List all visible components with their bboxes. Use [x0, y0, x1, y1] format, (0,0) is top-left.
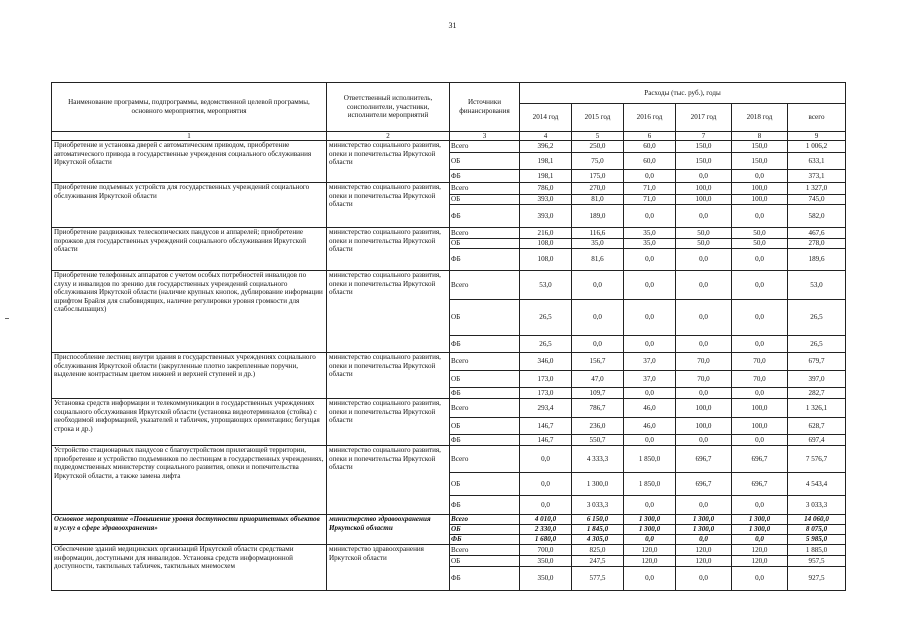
year-value: 0,0 [676, 170, 732, 183]
total-value: 8 075,0 [788, 525, 846, 535]
total-value: 927,5 [788, 567, 846, 591]
year-value: 198,1 [520, 170, 572, 183]
year-value: 0,0 [676, 336, 732, 353]
year-value: 0,0 [676, 271, 732, 300]
year-value: 4 010,0 [520, 515, 572, 525]
executor: министерство социального развития, опеки и попечительства Иркутской области [327, 353, 450, 399]
year-value: 0,0 [624, 535, 676, 545]
measure-name: Приобретение телефонных аппаратов с учетом особых потребностей инвалидов по слуху и инвалидов по зрению для государственных учреждений социального обслуживания Иркутской области (наличие крупных кнопок, дублирование информации шрифтом Брайля для слабовидящих, наличие регулировки уровня громкости для слабослышащих) [52, 271, 327, 353]
table-row [52, 271, 846, 300]
year-value: 0,0 [624, 249, 676, 271]
year-value: 350,0 [520, 567, 572, 591]
total-value: 467,6 [788, 228, 846, 239]
total-value: 282,7 [788, 388, 846, 399]
total-value: 53,0 [788, 271, 846, 300]
total-value: 3 033,3 [788, 496, 846, 515]
funding-source: ФБ [450, 249, 520, 271]
year-value: 75,0 [572, 153, 624, 170]
year-value: 70,0 [732, 353, 788, 371]
table-row [52, 545, 846, 556]
funding-source: ФБ [450, 388, 520, 399]
header-total: всего [788, 104, 846, 132]
year-value: 0,0 [572, 271, 624, 300]
year-value: 70,0 [676, 353, 732, 371]
table-row [52, 141, 846, 153]
year-value: 0,0 [572, 336, 624, 353]
year-value: 0,0 [676, 496, 732, 515]
column-number: 9 [788, 132, 846, 141]
year-value: 189,0 [572, 205, 624, 228]
year-value: 100,0 [676, 418, 732, 435]
year-value: 250,0 [572, 141, 624, 153]
year-value: 47,0 [572, 371, 624, 388]
year-value: 50,0 [676, 239, 732, 249]
year-value: 173,0 [520, 388, 572, 399]
year-value: 50,0 [732, 228, 788, 239]
year-value: 0,0 [732, 336, 788, 353]
measure-name: Устройство стационарных пандусов с благоустройством прилегающей территории, приобретение и устройство подъемников по лестницам в государственных учреждениях, подведомственных министерству социального развития, опеки и попечительства Иркутской области, а также замена лифта [52, 446, 327, 515]
year-value: 46,0 [624, 418, 676, 435]
year-value: 26,5 [520, 300, 572, 336]
year-value: 825,0 [572, 545, 624, 556]
year-value: 53,0 [520, 271, 572, 300]
total-value: 745,0 [788, 195, 846, 205]
budget-table [51, 82, 846, 591]
year-value: 50,0 [732, 239, 788, 249]
year-value: 71,0 [624, 183, 676, 195]
year-value: 71,0 [624, 195, 676, 205]
year-value: 37,0 [624, 353, 676, 371]
year-value: 60,0 [624, 153, 676, 170]
column-number-row [52, 132, 846, 141]
measure-name: Приспособление лестниц внутри здания в государственных учреждениях социального обслуживания Иркутской области (закругленные плотно закрепленные поручни, выделение контрастным цветом нижней и верхней ступеней и др.) [52, 353, 327, 399]
header-year: 2014 год [520, 104, 572, 132]
year-value: 173,0 [520, 371, 572, 388]
year-value: 108,0 [520, 239, 572, 249]
funding-source: ФБ [450, 336, 520, 353]
funding-source: Всего [450, 515, 520, 525]
funding-source: ФБ [450, 435, 520, 446]
year-value: 37,0 [624, 371, 676, 388]
column-number: 6 [624, 132, 676, 141]
executor: министерство социального развития, опеки и попечительства Иркутской области [327, 271, 450, 353]
year-value: 1 300,0 [624, 515, 676, 525]
header-executor: Ответственный исполнитель, соисполнители, участники, исполнители мероприятий [327, 83, 450, 132]
year-value: 6 150,0 [572, 515, 624, 525]
funding-source: ОБ [450, 418, 520, 435]
year-value: 0,0 [676, 388, 732, 399]
total-value: 957,5 [788, 556, 846, 567]
total-value: 189,6 [788, 249, 846, 271]
year-value: 0,0 [520, 473, 572, 496]
year-value: 198,1 [520, 153, 572, 170]
year-value: 1 300,0 [676, 525, 732, 535]
funding-source: ФБ [450, 567, 520, 591]
year-value: 150,0 [676, 141, 732, 153]
total-value: 1 327,0 [788, 183, 846, 195]
year-value: 100,0 [676, 195, 732, 205]
total-value: 582,0 [788, 205, 846, 228]
year-value: 109,7 [572, 388, 624, 399]
year-value: 46,0 [624, 399, 676, 418]
year-value: 550,7 [572, 435, 624, 446]
executor: министерство социального развития, опеки и попечительства Иркутской области [327, 183, 450, 228]
measure-name: Приобретение и установка дверей с автоматическим приводом, приобретение автоматического привода в государственные учреждения социального обслуживания Иркутской области [52, 141, 327, 183]
year-value: 100,0 [732, 195, 788, 205]
measure-name: Приобретение раздвижных телескопических пандусов и аппарелей; приобретение порожков для государственных учреждений социального обслуживания Иркутской области [52, 228, 327, 271]
year-value: 1 680,0 [520, 535, 572, 545]
header-year: 2015 год [572, 104, 624, 132]
executor: министерство социального развития, опеки и попечительства Иркутской области [327, 446, 450, 515]
funding-source: Всего [450, 353, 520, 371]
total-value: 633,1 [788, 153, 846, 170]
year-value: 120,0 [676, 545, 732, 556]
year-value: 0,0 [676, 249, 732, 271]
year-value: 786,7 [572, 399, 624, 418]
executor: министерство здравоохранения Иркутской области [327, 545, 450, 591]
year-value: 0,0 [732, 496, 788, 515]
table-row [52, 446, 846, 473]
year-value: 0,0 [572, 300, 624, 336]
column-number: 3 [450, 132, 520, 141]
funding-source: Всего [450, 141, 520, 153]
year-value: 0,0 [676, 535, 732, 545]
year-value: 100,0 [732, 418, 788, 435]
year-value: 146,7 [520, 418, 572, 435]
total-value: 4 543,4 [788, 473, 846, 496]
year-value: 100,0 [676, 399, 732, 418]
funding-source: ФБ [450, 205, 520, 228]
header-expenses: Расходы (тыс. руб.), годы [520, 83, 846, 104]
year-value: 175,0 [572, 170, 624, 183]
table-row [52, 515, 846, 525]
total-value: 1 326,1 [788, 399, 846, 418]
total-value: 26,5 [788, 336, 846, 353]
total-value: 697,4 [788, 435, 846, 446]
total-value: 679,7 [788, 353, 846, 371]
year-value: 60,0 [624, 141, 676, 153]
year-value: 1 300,0 [676, 515, 732, 525]
total-value: 14 060,0 [788, 515, 846, 525]
margin-mark [5, 318, 9, 319]
year-value: 0,0 [624, 336, 676, 353]
total-value: 7 576,7 [788, 446, 846, 473]
year-value: 696,7 [676, 446, 732, 473]
year-value: 150,0 [676, 153, 732, 170]
year-value: 120,0 [624, 545, 676, 556]
funding-source: ОБ [450, 371, 520, 388]
year-value: 70,0 [732, 371, 788, 388]
funding-source: ОБ [450, 239, 520, 249]
year-value: 4 333,3 [572, 446, 624, 473]
year-value: 696,7 [732, 446, 788, 473]
header-year: 2018 год [732, 104, 788, 132]
funding-source: ОБ [450, 525, 520, 535]
header-row-1 [52, 83, 846, 104]
year-value: 0,0 [624, 496, 676, 515]
measure-name: Основное мероприятие «Повышение уровня доступности приоритетных объектов и услуг в сфере здравоохранения» [52, 515, 327, 545]
year-value: 70,0 [676, 371, 732, 388]
column-number: 4 [520, 132, 572, 141]
year-value: 0,0 [732, 170, 788, 183]
year-value: 236,0 [572, 418, 624, 435]
funding-source: ОБ [450, 153, 520, 170]
header-year: 2016 год [624, 104, 676, 132]
column-number: 1 [52, 132, 327, 141]
funding-source: ФБ [450, 170, 520, 183]
year-value: 120,0 [676, 556, 732, 567]
table-row [52, 353, 846, 371]
executor: министерство социального развития, опеки и попечительства Иркутской области [327, 141, 450, 183]
funding-source: ФБ [450, 496, 520, 515]
measure-name: Установка средств информации и телекоммуникации в государственных учреждениях социального обслуживания Иркутской области (установка видеотерминалов (стойка) с необходимой информацией, указателей и табличек, упрощающих ориентацию; бегущая строка и др.) [52, 399, 327, 446]
year-value: 696,7 [732, 473, 788, 496]
table-row [52, 228, 846, 239]
year-value: 1 300,0 [732, 525, 788, 535]
total-value: 26,5 [788, 300, 846, 336]
year-value: 270,0 [572, 183, 624, 195]
year-value: 35,0 [624, 228, 676, 239]
header-name: Наименование программы, подпрограммы, ведомственной целевой программы, основного мероприятия, мероприятия [52, 83, 327, 132]
year-value: 396,2 [520, 141, 572, 153]
year-value: 100,0 [732, 183, 788, 195]
year-value: 346,0 [520, 353, 572, 371]
year-value: 81,6 [572, 249, 624, 271]
year-value: 0,0 [624, 435, 676, 446]
executor: министерство социального развития, опеки и попечительства Иркутской области [327, 399, 450, 446]
total-value: 397,0 [788, 371, 846, 388]
year-value: 35,0 [624, 239, 676, 249]
year-value: 116,6 [572, 228, 624, 239]
measure-name: Приобретение подъемных устройств для государственных учреждений социального обслуживания Иркутской области [52, 183, 327, 228]
table-row [52, 399, 846, 418]
year-value: 0,0 [676, 567, 732, 591]
funding-source: Всего [450, 446, 520, 473]
year-value: 120,0 [732, 556, 788, 567]
total-value: 1 885,0 [788, 545, 846, 556]
funding-source: Всего [450, 399, 520, 418]
year-value: 247,5 [572, 556, 624, 567]
year-value: 156,7 [572, 353, 624, 371]
funding-source: ОБ [450, 556, 520, 567]
year-value: 100,0 [676, 183, 732, 195]
year-value: 0,0 [624, 271, 676, 300]
year-value: 1 300,0 [624, 525, 676, 535]
year-value: 120,0 [732, 545, 788, 556]
year-value: 26,5 [520, 336, 572, 353]
executor: министерство социального развития, опеки и попечительства Иркутской области [327, 228, 450, 271]
year-value: 0,0 [732, 205, 788, 228]
year-value: 0,0 [676, 300, 732, 336]
year-value: 146,7 [520, 435, 572, 446]
year-value: 1 850,0 [624, 473, 676, 496]
year-value: 696,7 [676, 473, 732, 496]
funding-source: Всего [450, 271, 520, 300]
year-value: 0,0 [732, 388, 788, 399]
column-number: 7 [676, 132, 732, 141]
year-value: 0,0 [732, 300, 788, 336]
table-row [52, 183, 846, 195]
year-value: 0,0 [624, 300, 676, 336]
year-value: 0,0 [624, 205, 676, 228]
year-value: 35,0 [572, 239, 624, 249]
year-value: 120,0 [624, 556, 676, 567]
funding-source: Всего [450, 228, 520, 239]
year-value: 2 330,0 [520, 525, 572, 535]
funding-source: Всего [450, 545, 520, 556]
column-number: 8 [732, 132, 788, 141]
year-value: 0,0 [520, 446, 572, 473]
measure-name: Обеспечение зданий медицинских организаций Иркутской области средствами информации, доступными для инвалидов. Установка средств информационной доступности, тактильных табличек, тактильных мнемосхем [52, 545, 327, 591]
year-value: 577,5 [572, 567, 624, 591]
total-value: 628,7 [788, 418, 846, 435]
funding-source: ОБ [450, 195, 520, 205]
year-value: 0,0 [732, 567, 788, 591]
year-value: 150,0 [732, 141, 788, 153]
year-value: 0,0 [520, 496, 572, 515]
funding-source: ОБ [450, 473, 520, 496]
year-value: 100,0 [732, 399, 788, 418]
year-value: 4 305,0 [572, 535, 624, 545]
page-number: 31 [448, 21, 457, 30]
year-value: 1 845,0 [572, 525, 624, 535]
year-value: 0,0 [732, 271, 788, 300]
year-value: 0,0 [624, 170, 676, 183]
year-value: 0,0 [732, 249, 788, 271]
total-value: 5 985,0 [788, 535, 846, 545]
year-value: 1 300,0 [572, 473, 624, 496]
year-value: 50,0 [676, 228, 732, 239]
year-value: 0,0 [624, 567, 676, 591]
year-value: 81,0 [572, 195, 624, 205]
year-value: 150,0 [732, 153, 788, 170]
year-value: 0,0 [624, 388, 676, 399]
column-number: 2 [327, 132, 450, 141]
year-value: 350,0 [520, 556, 572, 567]
year-value: 0,0 [732, 435, 788, 446]
year-value: 293,4 [520, 399, 572, 418]
year-value: 108,0 [520, 249, 572, 271]
year-value: 3 033,3 [572, 496, 624, 515]
total-value: 278,0 [788, 239, 846, 249]
total-value: 373,1 [788, 170, 846, 183]
year-value: 393,0 [520, 205, 572, 228]
year-value: 786,0 [520, 183, 572, 195]
year-value: 0,0 [676, 205, 732, 228]
executor: министерство здравоохранения Иркутской области [327, 515, 450, 545]
year-value: 1 850,0 [624, 446, 676, 473]
header-source: Источники финансирования [450, 83, 520, 132]
year-value: 216,0 [520, 228, 572, 239]
column-number: 5 [572, 132, 624, 141]
year-value: 700,0 [520, 545, 572, 556]
total-value: 1 006,2 [788, 141, 846, 153]
funding-source: ОБ [450, 300, 520, 336]
funding-source: Всего [450, 183, 520, 195]
header-year: 2017 год [676, 104, 732, 132]
funding-source: ФБ [450, 535, 520, 545]
year-value: 393,0 [520, 195, 572, 205]
year-value: 0,0 [676, 435, 732, 446]
year-value: 1 300,0 [732, 515, 788, 525]
year-value: 0,0 [732, 535, 788, 545]
